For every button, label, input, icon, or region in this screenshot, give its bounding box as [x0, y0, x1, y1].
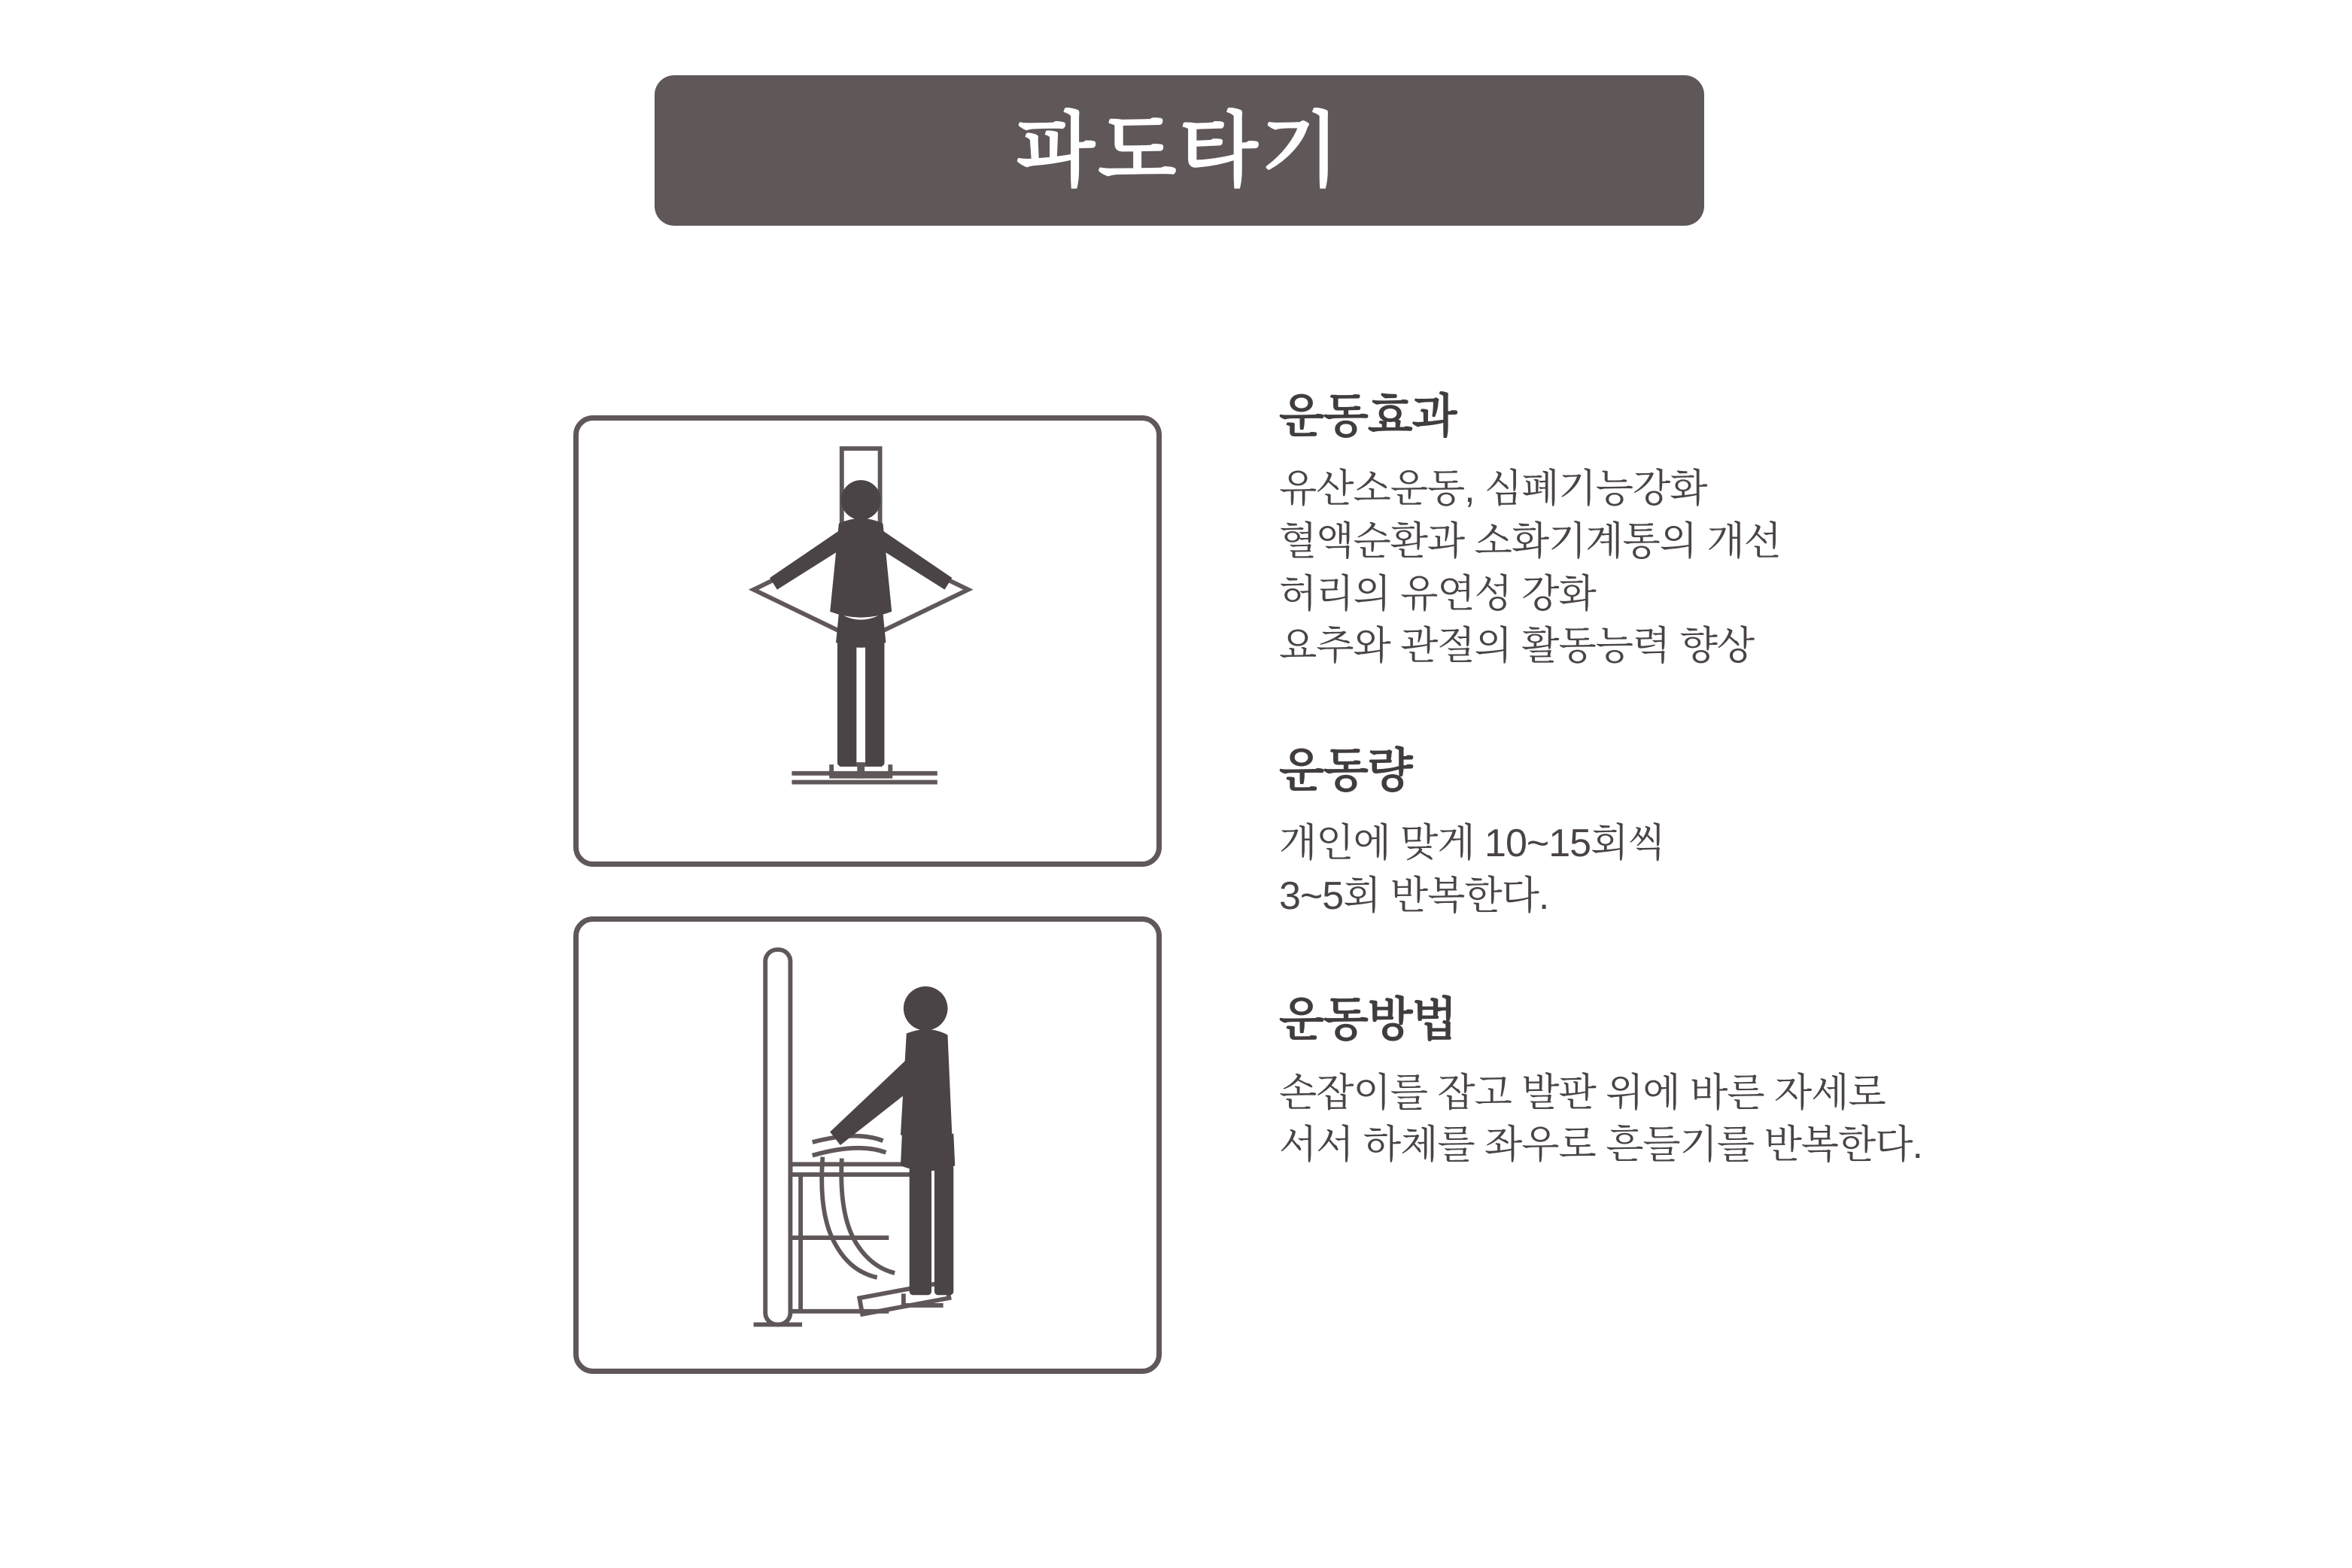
section-heading-exercise-volume: 운동량: [1279, 744, 1412, 797]
side-view-illustration-panel: [573, 916, 1162, 1374]
page-title-bar: [655, 75, 1704, 226]
front-view-illustration-panel: [573, 415, 1162, 867]
volume-line-2: 3~5회 반복한다.: [1279, 874, 1549, 918]
page-title: 파도타기: [1016, 105, 1343, 196]
method-line-1: 손잡이를 잡고 발판 위에 바른 자세로: [1279, 1071, 1886, 1115]
method-line-2: 서서 하체를 좌우로 흔들기를 반복한다.: [1279, 1123, 1922, 1168]
spacer-2: [1279, 965, 2257, 995]
section-exercise-effect: [1279, 391, 2257, 673]
section-heading-exercise-effect: 운동효과: [1279, 390, 1457, 442]
volume-line-1: 개인에 맞게 10~15회씩: [1279, 822, 1665, 866]
effect-line-4: 요추와 관절의 활동능력 향상: [1279, 624, 1755, 669]
section-heading-exercise-method: 운동방법: [1279, 994, 1457, 1047]
side-view-figure-icon: [579, 922, 1156, 1369]
spacer-1: [1279, 716, 2257, 746]
front-view-figure-icon: [579, 421, 1156, 861]
section-exercise-method: [1279, 995, 2257, 1172]
effect-line-3: 허리의 유연성 강화: [1279, 572, 1596, 616]
info-column: [1279, 391, 2257, 1172]
section-exercise-volume: [1279, 746, 2257, 923]
effect-line-1: 유산소운동, 심폐기능강화: [1279, 467, 1707, 512]
effect-line-2: 혈액순환과 소화기계통의 개선: [1279, 519, 1781, 564]
